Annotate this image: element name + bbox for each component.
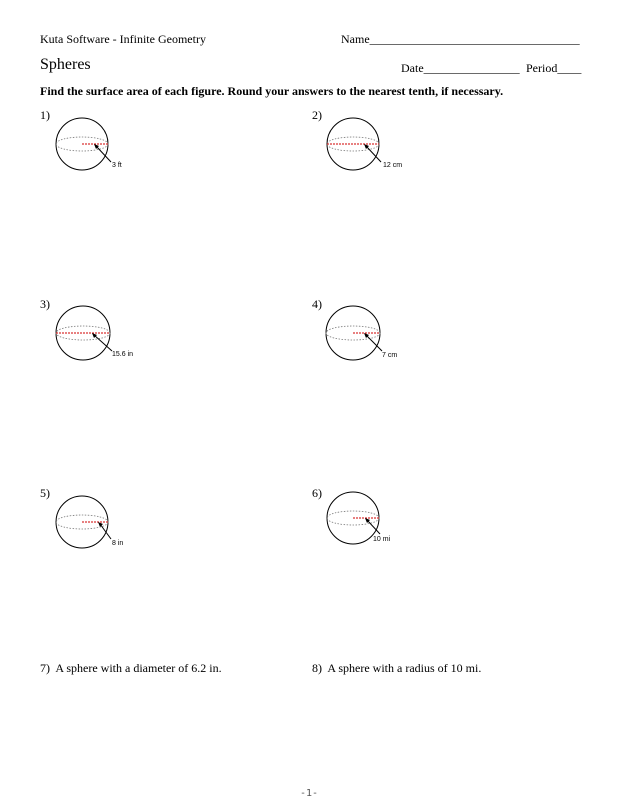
problem-1-sphere — [50, 112, 130, 182]
page-number: -1- — [299, 788, 319, 799]
problem-3-sphere — [50, 301, 145, 371]
problem-2-diameter-label: 12 cm — [383, 162, 403, 169]
problem-6-radius-label: 10 mi — [373, 536, 391, 543]
problem-2-number: 2) — [312, 108, 322, 122]
problem-5-sphere — [50, 490, 135, 560]
problem-7 — [40, 661, 222, 676]
name-field: Name___________________________________ — [341, 32, 580, 46]
problem-6-sphere — [320, 490, 405, 560]
problem-1-number: 1) — [40, 108, 50, 122]
problem-3-diameter-label: 15.6 in — [112, 351, 134, 358]
problem-7-text: A sphere with a diameter of 6.2 in. — [55, 661, 222, 675]
date-field: Date________________ — [401, 61, 520, 75]
software-name: Kuta Software - Infinite Geometry — [40, 32, 206, 46]
problem-6-number: 6) — [312, 486, 322, 500]
problem-8 — [312, 661, 481, 676]
worksheet-title: Spheres — [40, 56, 91, 73]
problem-2-sphere — [320, 112, 415, 182]
problem-4-radius-label: 7 cm — [382, 352, 398, 359]
problem-1-radius-label: 3 ft — [112, 162, 122, 169]
problem-8-text: A sphere with a radius of 10 mi. — [327, 661, 482, 675]
problem-5-radius-label: 8 in — [112, 540, 124, 547]
problem-5-number: 5) — [40, 486, 50, 500]
problem-8-number: 8) — [312, 661, 322, 675]
problem-4-sphere — [320, 301, 410, 371]
problem-3-number: 3) — [40, 297, 50, 311]
instructions: Find the surface area of each figure. Round your answers to the nearest tenth, if necessary. — [40, 84, 504, 98]
problem-7-number: 7) — [40, 661, 50, 675]
problem-4-number: 4) — [312, 297, 322, 311]
period-field: Period____ — [526, 61, 582, 75]
